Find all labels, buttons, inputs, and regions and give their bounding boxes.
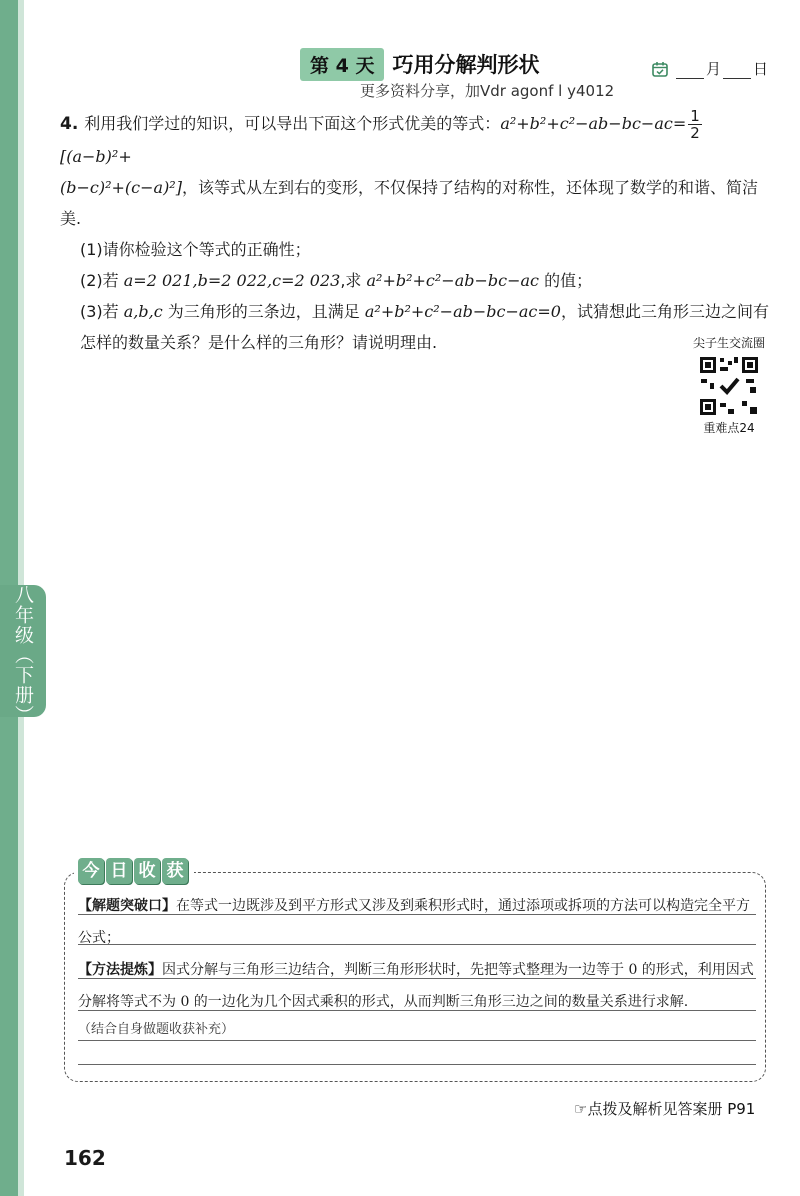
fraction-denominator: 2 xyxy=(690,124,700,142)
question-3-suffix: ，试猜想此三角形三边之间有怎样的数量关系？是什么样的三角形？请说明理由. xyxy=(80,302,769,352)
tip-method xyxy=(78,954,758,1018)
question-2-suffix: 的值； xyxy=(539,271,593,290)
day-label: 日 xyxy=(753,60,769,78)
question-3-expression: a²+b²+c²−ab−bc−ac=0 xyxy=(364,302,561,321)
tip-breakthrough-tag: 【解题突破口】 xyxy=(78,898,176,914)
question-3 xyxy=(60,296,770,358)
rule-6 xyxy=(78,1064,756,1065)
grade-tab: 八年级（下册） xyxy=(0,585,46,717)
equation-right-part2: (b−c)²+(c−a)²] xyxy=(60,178,182,197)
answer-reference: ☞点拨及解析见答案册 P91 xyxy=(574,1100,756,1118)
page-header xyxy=(300,48,539,80)
equation-left: a²+b²+c²−ab−bc−ac= xyxy=(500,114,687,133)
day-blank xyxy=(723,64,751,79)
harvest-title-char-1: 今 xyxy=(78,858,104,884)
problem-number: 4. xyxy=(60,114,79,134)
day-chip: 第 4 天 xyxy=(300,48,384,81)
question-3-variables: a,b,c xyxy=(123,302,163,321)
question-3-mid: 为三角形的三条边，且满足 xyxy=(162,302,365,321)
rule-5 xyxy=(78,1040,756,1041)
rule-4 xyxy=(78,1010,756,1011)
rule-3 xyxy=(78,978,756,979)
calendar-icon xyxy=(652,61,668,77)
equation-right-part1: [(a−b)²+ xyxy=(60,147,132,166)
problem-intro-continued: ，该等式从左到右的变形，不仅保持了结构的对称性，还体现了数学的和谐、简洁美. xyxy=(60,178,758,228)
tip-method-text: 因式分解与三角形三边结合，判断三角形形状时，先把等式整理为一边等于 0 的形式，利用因式分解将等式不为 0 的一边化为几个因式乘积的形式，从而判断三角形三边之间的数量关系进行求解. xyxy=(78,962,754,1010)
question-1: (1)请你检验这个等式的正确性； xyxy=(80,240,311,259)
note-hint: （结合自身做题收获补充） xyxy=(78,1022,235,1037)
qr-label: 尖子生交流圈 xyxy=(692,336,765,350)
month-blank xyxy=(676,64,704,79)
qr-code-block xyxy=(686,334,772,436)
harvest-title-char-3: 收 xyxy=(134,858,160,884)
rule-2 xyxy=(78,944,756,945)
page-title: 巧用分解判形状 xyxy=(392,53,540,77)
month-label: 月 xyxy=(706,60,722,78)
harvest-title-char-4: 获 xyxy=(162,858,188,884)
date-field xyxy=(652,58,768,79)
harvest-title-char-2: 日 xyxy=(106,858,132,884)
qr-caption: 重难点24 xyxy=(703,421,755,435)
question-3-prefix: (3)若 xyxy=(80,302,124,321)
question-2-mid: ,求 xyxy=(340,271,367,290)
problem-4 xyxy=(60,108,770,358)
tip-method-tag: 【方法提炼】 xyxy=(78,962,162,978)
question-2-values: a=2 021,b=2 022,c=2 023 xyxy=(123,271,341,290)
fraction-half xyxy=(688,108,702,141)
tip-breakthrough-text: 在等式一边既涉及到平方形式又涉及到乘积形式时，通过添项或拆项的方法可以构造完全平方公式； xyxy=(78,898,750,946)
page-number: 162 xyxy=(64,1146,106,1170)
harvest-title xyxy=(74,858,194,884)
question-2-prefix: (2)若 xyxy=(80,271,124,290)
question-2-expression: a²+b²+c²−ab−bc−ac xyxy=(366,271,539,290)
share-note: 更多资料分享，加Vdr agonf l y4012 xyxy=(360,82,615,100)
rule-1 xyxy=(78,914,756,915)
qr-code-icon xyxy=(698,355,760,417)
question-2 xyxy=(60,265,770,296)
problem-intro: 利用我们学过的知识，可以导出下面这个形式优美的等式： xyxy=(84,114,501,133)
fraction-numerator: 1 xyxy=(690,107,700,125)
